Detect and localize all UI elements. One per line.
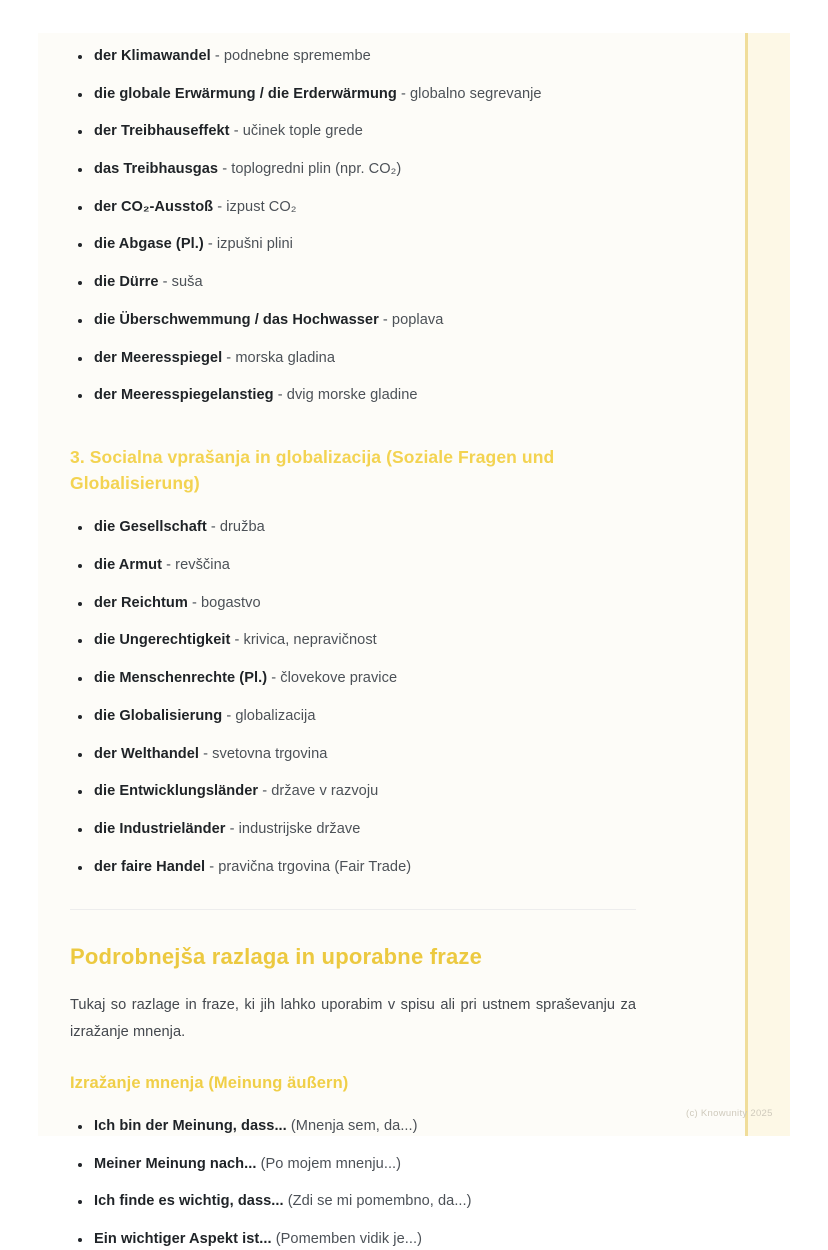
vocab-gloss: učinek tople grede — [242, 123, 363, 140]
list-item — [70, 198, 636, 218]
vocab-term: der Treibhauseffekt — [94, 123, 230, 140]
vocab-gloss: izpušni plini — [216, 236, 293, 253]
vocab-gloss: (Po mojem mnenju...) — [260, 1155, 402, 1172]
vocab-separator: - — [203, 236, 217, 253]
vocab-separator: - — [273, 387, 287, 404]
vocab-separator: - — [222, 707, 236, 724]
vocab-term: der Meeresspiegel — [94, 349, 223, 366]
vocab-gloss: (Zdi se mi pomembno, da...) — [287, 1193, 472, 1210]
vocab-gloss: poplava — [391, 311, 444, 328]
document-content — [70, 33, 636, 1248]
list-item — [70, 160, 636, 180]
vocab-gloss: morska gladina — [235, 349, 335, 366]
section-heading-social: 3. Socialna vprašanja in globalizacija (Soziale Fragen und Globalisierung) — [70, 446, 555, 494]
vocab-separator: - — [206, 519, 220, 536]
vocab-term: der Klimawandel — [94, 48, 211, 64]
vocab-term: der Welthandel — [94, 745, 200, 762]
vocab-term: die Globalisierung — [94, 707, 223, 724]
vocab-gloss: dvig morske gladine — [286, 387, 418, 404]
vocab-gloss: izpust CO₂ — [226, 198, 297, 215]
list-item — [70, 745, 636, 765]
opinion-phrase-list — [70, 1117, 636, 1250]
heading-detailed-explanation: Podrobnejša razlaga in uporabne fraze — [70, 944, 483, 970]
vocab-gloss: bogastvo — [200, 594, 261, 611]
vocab-term: Ich bin der Meinung, dass... — [94, 1118, 287, 1134]
subheading-expressing-opinion: Izražanje mnenja (Meinung äußern) — [70, 1073, 349, 1092]
list-item — [70, 349, 636, 369]
side-decorative-panel — [748, 33, 790, 1136]
vocab-gloss: družba — [219, 519, 265, 536]
list-item — [70, 47, 636, 67]
list-item — [70, 556, 636, 576]
list-item — [70, 707, 636, 727]
vocab-term: die Entwicklungsländer — [94, 783, 259, 800]
list-item — [70, 85, 636, 105]
vocab-gloss: suša — [171, 274, 203, 291]
vocab-separator: - — [210, 48, 224, 64]
vocab-separator: - — [205, 858, 219, 875]
vocab-term: der Reichtum — [94, 594, 188, 611]
vocab-term: der Meeresspiegelanstieg — [94, 387, 274, 404]
list-item — [70, 311, 636, 331]
vocab-gloss: (Pomemben vidik je...) — [275, 1231, 422, 1248]
vocab-term: die globale Erwärmung / die Erderwärmung — [94, 85, 397, 102]
list-item — [70, 273, 636, 293]
vocab-separator: - — [222, 349, 236, 366]
vocab-separator: - — [162, 557, 176, 574]
vocab-separator: - — [396, 85, 410, 102]
vocab-term: das Treibhausgas — [94, 161, 219, 178]
vocab-term: die Gesellschaft — [94, 519, 207, 536]
vocab-separator: - — [218, 161, 232, 178]
vocab-separator: - — [158, 274, 172, 291]
vocab-gloss: človekove pravice — [280, 670, 398, 687]
vocab-term: der CO₂-Ausstoß — [94, 198, 214, 215]
document-sheet — [38, 33, 790, 1248]
vocab-term: die Armut — [94, 557, 163, 574]
vocab-term: die Abgase (Pl.) — [94, 236, 204, 253]
vocab-separator: - — [225, 820, 239, 837]
vocab-gloss: globalno segrevanje — [409, 85, 542, 102]
vocab-separator: - — [229, 123, 243, 140]
list-item — [70, 1230, 636, 1250]
list-item — [70, 235, 636, 255]
vocab-gloss: revščina — [175, 557, 230, 574]
copyright-watermark: (c) Knowunity 2025 — [686, 1108, 773, 1119]
vocab-gloss: globalizacija — [235, 707, 316, 724]
vocab-term: die Menschenrechte (Pl.) — [94, 670, 268, 687]
list-item — [70, 518, 636, 538]
vocab-separator: - — [187, 594, 201, 611]
list-item — [70, 1155, 636, 1175]
vocab-separator: - — [230, 632, 244, 649]
list-item — [70, 820, 636, 840]
vocab-gloss: toplogredni plin (npr. CO₂) — [231, 161, 402, 178]
vocab-gloss: industrijske države — [238, 820, 361, 837]
vocab-gloss: države v razvoju — [271, 783, 379, 800]
vocab-term: der faire Handel — [94, 858, 206, 875]
social-term-list — [70, 518, 636, 877]
list-item — [70, 1192, 636, 1212]
vocab-gloss: (Mnenja sem, da...) — [290, 1118, 418, 1134]
vocab-term: die Ungerechtigkeit — [94, 632, 231, 649]
intro-paragraph: Tukaj so razlage in fraze, ki jih lahko uporabim v spisu ali pri ustnem spraševanju za izražanje mnenja. — [70, 996, 636, 1040]
vocab-term: Ein wichtiger Aspekt ist... — [94, 1231, 272, 1248]
vocab-term: Ich finde es wichtig, dass... — [94, 1193, 284, 1210]
vocab-gloss: pravična trgovina (Fair Trade) — [218, 858, 412, 875]
vocab-separator: - — [378, 311, 392, 328]
vocab-separator: - — [213, 198, 227, 215]
list-item — [70, 669, 636, 689]
vocab-separator: - — [267, 670, 281, 687]
list-item — [70, 386, 636, 406]
list-item — [70, 594, 636, 614]
list-item — [70, 858, 636, 878]
vocab-separator: - — [199, 745, 213, 762]
climate-term-list — [70, 47, 636, 406]
list-item — [70, 631, 636, 651]
list-item — [70, 782, 636, 802]
vocab-gloss: podnebne spremembe — [223, 48, 371, 64]
vocab-term: Meiner Meinung nach... — [94, 1155, 257, 1172]
vocab-term: die Überschwemmung / das Hochwasser — [94, 311, 379, 328]
list-item — [70, 122, 636, 142]
list-item — [70, 1117, 636, 1137]
vocab-term: die Dürre — [94, 274, 159, 291]
vocab-gloss: svetovna trgovina — [212, 745, 328, 762]
vocab-term: die Industrieländer — [94, 820, 226, 837]
vocab-separator: - — [258, 783, 272, 800]
vocab-gloss: krivica, nepravičnost — [243, 632, 377, 649]
